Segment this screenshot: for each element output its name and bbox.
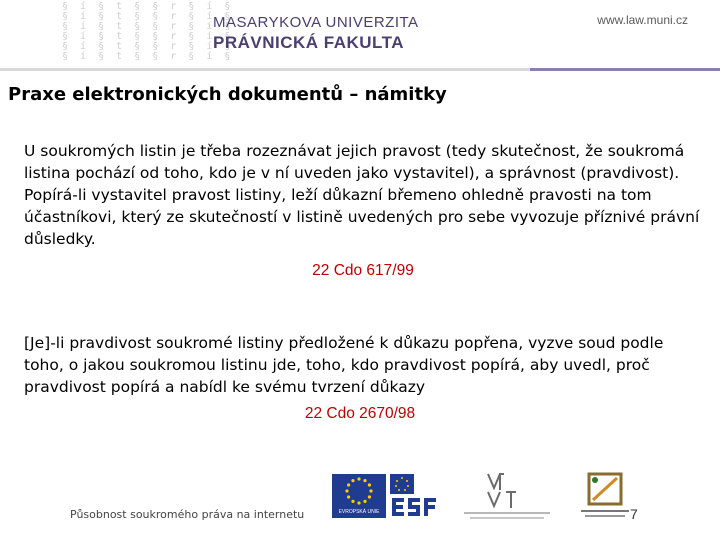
msmt-logo (460, 468, 555, 522)
university-name: MASARYKOVA UNIVERZITA (213, 14, 419, 31)
eu-label: EVROPSKÁ UNIE (338, 509, 380, 515)
citation-2: 22 Cdo 2670/98 (304, 405, 416, 422)
paragraph-2: [Je]-li pravdivost soukromé listiny předložené k důkazu popřena, vyzve soud podle toho, o jakou soukromou listinu jde, toho, kdo pravdivost popírá, aby uvedl, proč pravdivost popírá a nabídl ke svému tvrzení důkazy (24, 334, 664, 396)
slide-title: Praxe elektronických dokumentů – námitky (8, 84, 447, 105)
eu-stars-icon (332, 474, 386, 508)
citation-1: 22 Cdo 617/99 (312, 262, 414, 279)
msmt-icon (460, 468, 555, 522)
footer-text: Působnost soukromého práva na internetu (70, 508, 305, 521)
esf-logo (390, 474, 440, 518)
page-number: 7 (630, 506, 638, 522)
website-link[interactable]: www.law.muni.cz (597, 13, 688, 27)
paragraph-1: U soukromých listin je třeba rozeznávat jejich pravost (tedy skutečnost, že soukromá listina pochází od toho, kdo je v ní uveden jako vystavitel), a správnost (pravdivost). Popírá-li vystavitel pravost listiny, leží důkazní břemeno ohledně pravosti na tom účastníkovi, který ze skutečností v listině uvedených pro sebe vyvozuje příznivé právní důsledky. (24, 142, 700, 248)
header-divider-gray (0, 68, 530, 71)
esf-icon (390, 474, 440, 518)
faculty-name: PRÁVNICKÁ FAKULTA (213, 33, 405, 52)
header-pattern: § í § t § § r § í § § í § t § § r § í § § í § t § § r § í § § í § t § § r § í § § í § t § § r § í § § í § t § § r § í § (62, 1, 234, 62)
op-icon (575, 466, 635, 522)
op-logo (575, 466, 635, 522)
header-divider-purple (530, 68, 720, 71)
